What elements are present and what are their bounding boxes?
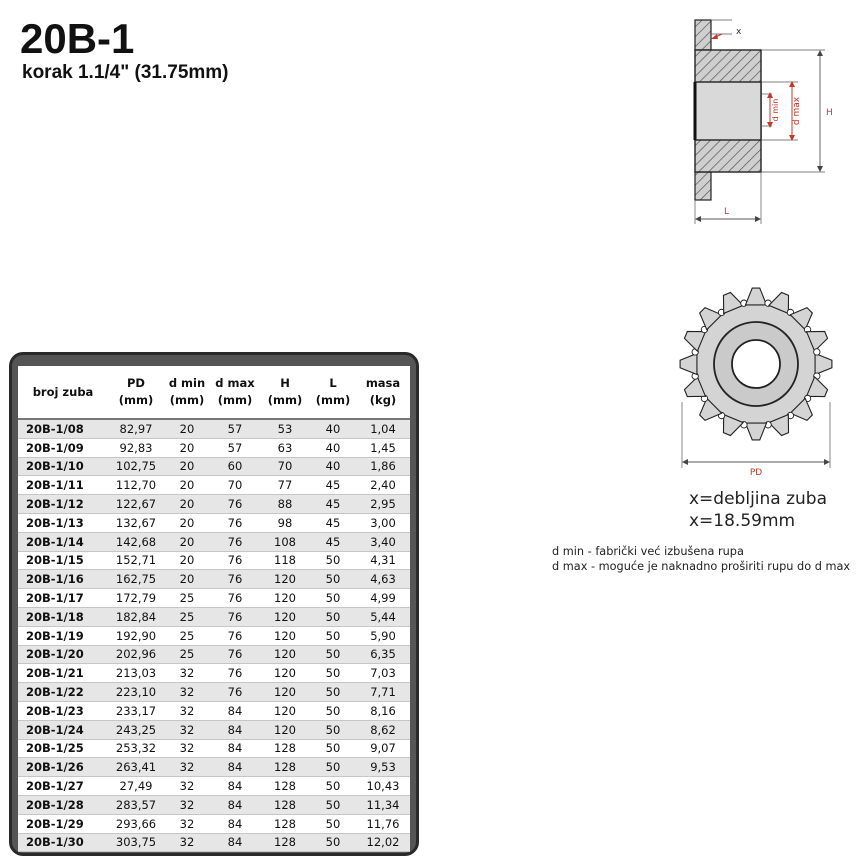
value-cell: 102,75 [108,457,164,476]
value-cell: 50 [310,777,356,796]
value-cell: 76 [210,626,260,645]
value-cell: 82,97 [108,419,164,438]
value-cell: 5,90 [356,626,410,645]
tooth-thickness-caption: x=debljina zuba [689,489,828,509]
value-cell: 50 [310,626,356,645]
model-cell: 20B-1/20 [18,645,108,664]
model-cell: 20B-1/14 [18,532,108,551]
value-cell: 11,76 [356,814,410,833]
value-cell: 8,62 [356,720,410,739]
value-cell: 32 [164,720,210,739]
value-cell: 120 [260,645,310,664]
sprocket-front-view-drawing [660,272,860,482]
value-cell: 50 [310,833,356,852]
L-dimension-label: L [724,207,730,217]
value-cell: 27,49 [108,777,164,796]
model-cell: 20B-1/27 [18,777,108,796]
value-cell: 98 [260,513,310,532]
column-header-unit: (mm) [315,393,351,407]
value-cell: 263,41 [108,758,164,777]
table-row [18,570,410,589]
column-header-label: PD [127,376,145,390]
model-cell: 20B-1/15 [18,551,108,570]
value-cell: 120 [260,683,310,702]
sprocket-side-section-drawing [660,12,860,234]
value-cell: 40 [310,438,356,457]
value-cell: 128 [260,833,310,852]
column-header [260,366,310,419]
model-cell: 20B-1/26 [18,758,108,777]
value-cell: 50 [310,664,356,683]
value-cell: 32 [164,833,210,852]
table-row [18,645,410,664]
value-cell: 76 [210,607,260,626]
column-header-unit: (mm) [267,393,303,407]
column-header [356,366,410,419]
table-row [18,419,410,438]
note-d-min: d min - fabrički već izbušena rupa [552,545,744,558]
value-cell: 84 [210,739,260,758]
value-cell: 172,79 [108,589,164,608]
value-cell: 40 [310,419,356,438]
table-row [18,664,410,683]
value-cell: 182,84 [108,607,164,626]
value-cell: 128 [260,795,310,814]
value-cell: 8,16 [356,701,410,720]
model-cell: 20B-1/12 [18,495,108,514]
value-cell: 76 [210,513,260,532]
value-cell: 25 [164,645,210,664]
value-cell: 128 [260,758,310,777]
value-cell: 128 [260,777,310,796]
value-cell: 2,95 [356,495,410,514]
value-cell: 112,70 [108,476,164,495]
value-cell: 45 [310,513,356,532]
table-body [18,419,410,852]
value-cell: 50 [310,814,356,833]
column-header-label: L [329,376,337,390]
value-cell: 60 [210,457,260,476]
value-cell: 63 [260,438,310,457]
value-cell: 6,35 [356,645,410,664]
table-row [18,795,410,814]
value-cell: 20 [164,438,210,457]
value-cell: 293,66 [108,814,164,833]
value-cell: 50 [310,551,356,570]
value-cell: 10,43 [356,777,410,796]
value-cell: 50 [310,720,356,739]
column-header-label: masa [365,376,401,390]
sprocket-tooth [815,353,832,374]
value-cell: 57 [210,438,260,457]
value-cell: 120 [260,664,310,683]
value-cell: 32 [164,758,210,777]
value-cell: 88 [260,495,310,514]
value-cell: 202,96 [108,645,164,664]
value-cell: 50 [310,795,356,814]
value-cell: 3,40 [356,532,410,551]
value-cell: 120 [260,626,310,645]
value-cell: 243,25 [108,720,164,739]
value-cell: 76 [210,570,260,589]
value-cell: 45 [310,532,356,551]
value-cell: 45 [310,495,356,514]
model-cell: 20B-1/11 [18,476,108,495]
value-cell: 53 [260,419,310,438]
table-row [18,532,410,551]
column-header [210,366,260,419]
value-cell: 1,45 [356,438,410,457]
value-cell: 213,03 [108,664,164,683]
table-row [18,476,410,495]
model-cell: 20B-1/17 [18,589,108,608]
value-cell: 25 [164,607,210,626]
value-cell: 84 [210,795,260,814]
value-cell: 233,17 [108,701,164,720]
value-cell: 128 [260,814,310,833]
column-header-label: d min [168,376,206,390]
value-cell: 50 [310,683,356,702]
value-cell: 253,32 [108,739,164,758]
table-row [18,777,410,796]
value-cell: 32 [164,795,210,814]
value-cell: 92,83 [108,438,164,457]
sprocket-tooth [745,288,766,305]
table-row [18,626,410,645]
H-dimension-label: H [826,108,833,118]
model-cell: 20B-1/21 [18,664,108,683]
value-cell: 70 [210,476,260,495]
value-cell: 3,00 [356,513,410,532]
value-cell: 122,67 [108,495,164,514]
value-cell: 1,04 [356,419,410,438]
value-cell: 120 [260,589,310,608]
value-cell: 32 [164,683,210,702]
value-cell: 132,67 [108,513,164,532]
model-cell: 20B-1/22 [18,683,108,702]
value-cell: 76 [210,532,260,551]
table-row [18,739,410,758]
page-title: 20B-1 [20,15,135,62]
value-cell: 11,34 [356,795,410,814]
value-cell: 192,90 [108,626,164,645]
value-cell: 4,31 [356,551,410,570]
model-cell: 20B-1/18 [18,607,108,626]
value-cell: 50 [310,607,356,626]
value-cell: 20 [164,570,210,589]
table-row [18,589,410,608]
value-cell: 9,53 [356,758,410,777]
value-cell: 45 [310,476,356,495]
value-cell: 20 [164,551,210,570]
sprocket-tooth [745,423,766,440]
value-cell: 20 [164,457,210,476]
column-header [164,366,210,419]
value-cell: 50 [310,589,356,608]
value-cell: 120 [260,570,310,589]
spec-table [18,366,410,852]
model-cell: 20B-1/09 [18,438,108,457]
value-cell: 84 [210,814,260,833]
value-cell: 152,71 [108,551,164,570]
PD-dimension-label: PD [749,468,763,478]
column-header-label: d max [215,376,255,390]
value-cell: 5,44 [356,607,410,626]
value-cell: 76 [210,683,260,702]
column-header-unit: (mm) [217,393,253,407]
table-row [18,814,410,833]
x-dimension-label: x [736,27,742,37]
value-cell: 120 [260,607,310,626]
value-cell: 142,68 [108,532,164,551]
value-cell: 32 [164,739,210,758]
column-header-unit: (kg) [369,393,397,407]
value-cell: 84 [210,758,260,777]
page-subtitle: korak 1.1/4" (31.75mm) [22,62,229,83]
value-cell: 9,07 [356,739,410,758]
model-cell: 20B-1/08 [18,419,108,438]
column-header [108,366,164,419]
value-cell: 57 [210,419,260,438]
table-row [18,607,410,626]
column-header [18,366,108,419]
model-cell: 20B-1/24 [18,720,108,739]
value-cell: 50 [310,570,356,589]
d-max-label: d max [792,96,802,126]
value-cell: 84 [210,701,260,720]
value-cell: 76 [210,664,260,683]
value-cell: 25 [164,626,210,645]
table-row [18,551,410,570]
table-row [18,438,410,457]
value-cell: 50 [310,701,356,720]
value-cell: 32 [164,701,210,720]
value-cell: 7,03 [356,664,410,683]
tooth-root-notch [814,349,820,355]
value-cell: 32 [164,777,210,796]
model-cell: 20B-1/10 [18,457,108,476]
model-cell: 20B-1/19 [18,626,108,645]
value-cell: 20 [164,419,210,438]
value-cell: 32 [164,664,210,683]
value-cell: 20 [164,532,210,551]
column-header-label: broj zuba [32,384,94,399]
table-row [18,833,410,852]
model-cell: 20B-1/30 [18,833,108,852]
model-cell: 20B-1/29 [18,814,108,833]
value-cell: 76 [210,645,260,664]
value-cell: 70 [260,457,310,476]
value-cell: 2,40 [356,476,410,495]
value-cell: 25 [164,589,210,608]
value-cell: 84 [210,720,260,739]
value-cell: 108 [260,532,310,551]
value-cell: 20 [164,513,210,532]
model-cell: 20B-1/13 [18,513,108,532]
column-header-unit: (mm) [118,393,154,407]
value-cell: 76 [210,495,260,514]
value-cell: 128 [260,739,310,758]
note-d-max: d max - moguće je naknadno proširiti rupu do d max [552,560,851,573]
value-cell: 120 [260,720,310,739]
value-cell: 7,71 [356,683,410,702]
value-cell: 118 [260,551,310,570]
value-cell: 50 [310,645,356,664]
value-cell: 32 [164,814,210,833]
value-cell: 40 [310,457,356,476]
table-row [18,495,410,514]
value-cell: 120 [260,701,310,720]
table-row [18,758,410,777]
value-cell: 76 [210,551,260,570]
value-cell: 84 [210,833,260,852]
table-row [18,513,410,532]
table-row [18,701,410,720]
model-cell: 20B-1/25 [18,739,108,758]
sprocket-tooth [680,353,697,374]
value-cell: 12,02 [356,833,410,852]
value-cell: 4,63 [356,570,410,589]
value-cell: 162,75 [108,570,164,589]
value-cell: 303,75 [108,833,164,852]
table-row [18,457,410,476]
column-header-unit: (mm) [169,393,205,407]
value-cell: 50 [310,758,356,777]
table-header-row [18,366,410,419]
model-cell: 20B-1/16 [18,570,108,589]
spec-table-frame [9,352,419,856]
table-row [18,683,410,702]
notes [552,544,850,574]
model-cell: 20B-1/23 [18,701,108,720]
value-cell: 283,57 [108,795,164,814]
table-row [18,720,410,739]
value-cell: 77 [260,476,310,495]
value-cell: 84 [210,777,260,796]
column-header-label: H [280,376,290,390]
model-cell: 20B-1/28 [18,795,108,814]
value-cell: 4,99 [356,589,410,608]
value-cell: 20 [164,476,210,495]
value-cell: 223,10 [108,683,164,702]
value-cell: 20 [164,495,210,514]
column-header [310,366,356,419]
d-min-label: d min [771,98,780,122]
value-cell: 50 [310,739,356,758]
value-cell: 76 [210,589,260,608]
value-cell: 1,86 [356,457,410,476]
tooth-thickness-value: x=18.59mm [689,511,796,531]
